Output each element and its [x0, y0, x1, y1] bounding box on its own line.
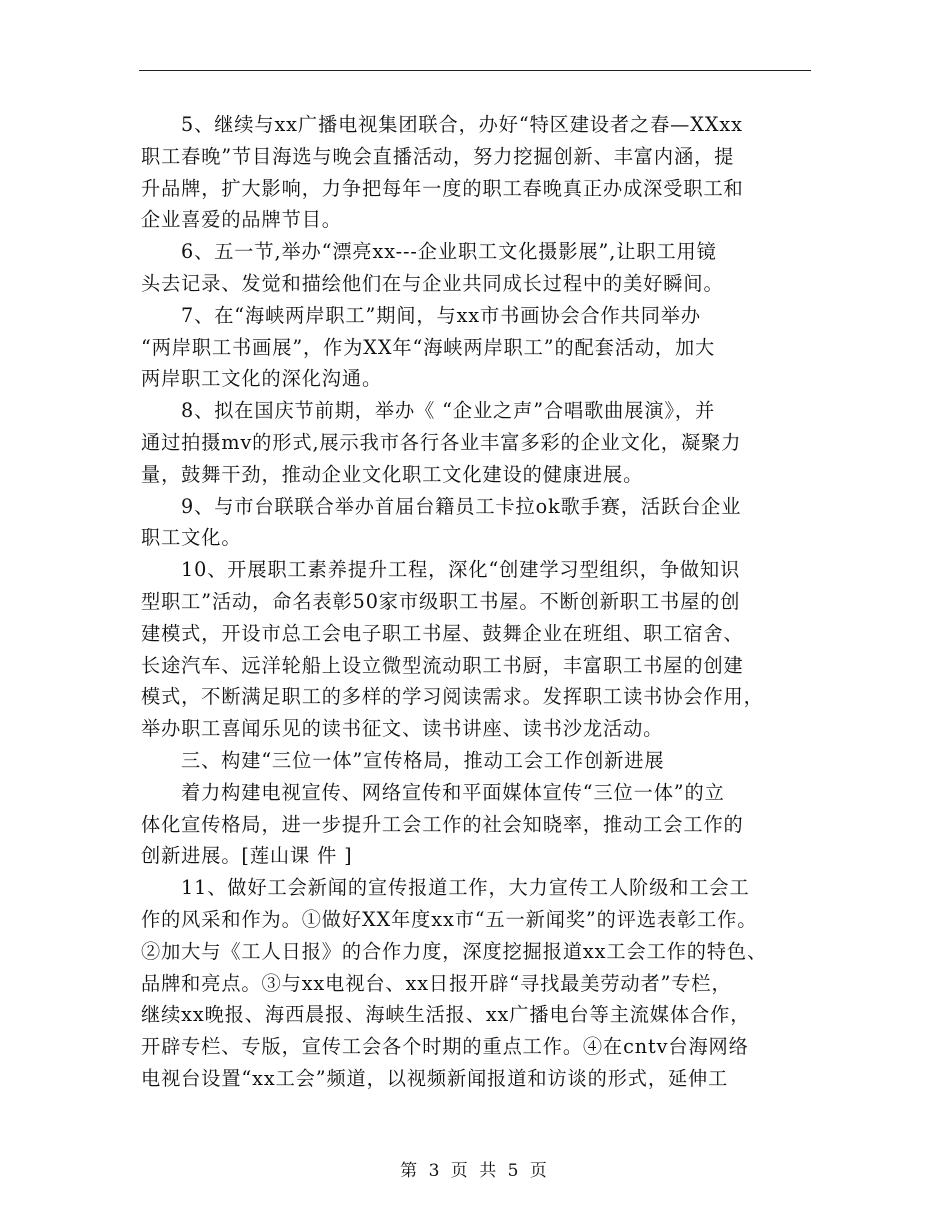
text-line: 继续xx晚报、海西晨报、海峡生活报、xx广播电台等主流媒体合作，: [141, 1003, 751, 1027]
text-line: 量，鼓舞干劲，推动企业文化职工文化建设的健康进展。: [141, 462, 644, 486]
text-line: 品牌和亮点。③与xx电视台、xx日报开辟“寻找最美劳动者”专栏，: [141, 971, 732, 995]
text-line: 创新进展。[莲山课 件 ]: [141, 844, 353, 868]
text-line: 10、开展职工素养提升工程，深化“创建学习型组织，争做知识: [181, 558, 741, 582]
text-line: 升品牌，扩大影响，力争把每年一度的职工春晚真正办成深受职工和: [141, 176, 744, 200]
text-line: 开辟专栏、专版，宣传工会各个时期的重点工作。④在cntv台海网络: [141, 1035, 749, 1059]
text-line: 11、做好工会新闻的宣传报道工作，大力宣传工人阶级和工会工: [181, 876, 750, 900]
text-line: 两岸职工文化的深化沟通。: [141, 367, 383, 391]
text-line: 企业喜爱的品牌节目。: [141, 208, 342, 232]
text-line: 模式，不断满足职工的多样的学习阅读需求。发挥职工读书协会作用，: [141, 685, 764, 709]
text-line: 7、在“海峡两岸职工”期间，与xx市书画协会合作共同举办: [181, 303, 701, 327]
text-line: 三、构建“三位一体”宣传格局，推动工会工作创新进展: [181, 748, 665, 772]
text-line: 建模式，开设市总工会电子职工书屋、鼓舞企业在班组、职工宿舍、: [141, 621, 744, 645]
text-line: 举办职工喜闻乐见的读书征文、读书讲座、读书沙龙活动。: [141, 717, 664, 741]
text-line: 着力构建电视宣传、网络宣传和平面媒体宣传“三位一体”的立: [181, 780, 725, 804]
text-line: 通过拍摄mv的形式,展示我市各行各业丰富多彩的企业文化，凝聚力: [141, 430, 742, 454]
text-line: 8、拟在国庆节前期，举办《 “企业之声”合唱歌曲展演》，并: [181, 399, 716, 423]
text-line: 长途汽车、远洋轮船上设立微型流动职工书厨，丰富职工书屋的创建: [141, 653, 744, 677]
text-line: 头去记录、发觉和描绘他们在与企业共同成长过程中的美好瞬间。: [141, 271, 724, 295]
text-line: 电视台设置“xx工会”频道，以视频新闻报道和访谈的形式，延伸工: [141, 1066, 729, 1090]
text-line: 作的风采和作为。①做好XX年度xx市“五一新闻奖”的评选表彰工作。: [141, 907, 758, 931]
page-number-footer: 第 3 页 共 5 页: [400, 1161, 550, 1181]
text-line: ②加大与《工人日报》的合作力度，深度挖掘报道xx工会工作的特色、: [141, 939, 768, 963]
header-rule: [139, 70, 811, 71]
text-line: 型职工”活动，命名表彰50家市级职工书屋。不断创新职工书屋的创: [141, 589, 741, 613]
text-line: 体化宣传格局，进一步提升工会工作的社会知晓率，推动工会工作的: [141, 812, 744, 836]
text-line: “两岸职工书画展”，作为XX年“海峡两岸职工”的配套活动，加大: [141, 335, 716, 359]
text-line: 6、五一节,举办“漂亮xx---企业职工文化摄影展”,让职工用镜: [181, 240, 717, 264]
text-line: 职工春晚”节目海选与晚会直播活动，努力挖掘创新、丰富内涵，提: [141, 144, 735, 168]
text-line: 9、与市台联联合举办首届台籍员工卡拉ok歌手赛，活跃台企业: [181, 494, 742, 518]
text-line: 5、继续与xx广播电视集团联合，办好“特区建设者之春—XXxx: [181, 113, 743, 136]
document-body: [141, 109, 811, 1095]
text-line: 职工文化。: [141, 526, 242, 550]
